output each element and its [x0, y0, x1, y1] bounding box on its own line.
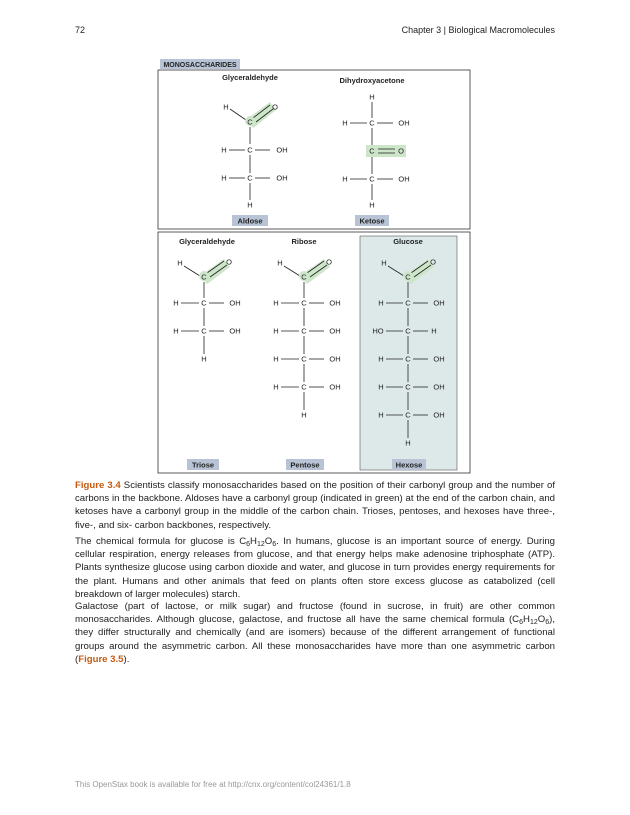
svg-text:H: H	[342, 174, 348, 184]
bottom-col3-title: Glucose	[393, 237, 423, 246]
glucose-formula-2: $C_6H_{12}O_6$	[512, 614, 550, 627]
svg-text:H: H	[201, 354, 207, 364]
svg-text:H: H	[369, 92, 375, 102]
svg-text:OH: OH	[398, 174, 410, 184]
svg-text:OH: OH	[329, 298, 341, 308]
svg-text:HO: HO	[372, 326, 384, 336]
svg-text:OH: OH	[329, 382, 341, 392]
page-footer[interactable]: This OpenStax book is available for free at http://cnx.org/content/col24361/1.8	[75, 780, 351, 789]
svg-text:C: C	[247, 145, 253, 155]
svg-text:C: C	[369, 146, 375, 156]
caption-text: Scientists classify monosaccharides based on the position of their carbonyl group and the number of carbons in the backbone. Aldoses have a carbonyl group (indicated in green) at the end of the carbon chain, and ketoses have a carbonyl group in the middle of the carbon chain. Trioses, pentoses, and hexoses have three-, five-, and six- carbon backbones, respectively.	[75, 480, 555, 531]
svg-text:H: H	[173, 326, 179, 336]
svg-text:H: H	[273, 326, 279, 336]
svg-text:H: H	[273, 298, 279, 308]
svg-text:O: O	[326, 257, 332, 267]
glyceraldehyde-structure-bottom	[173, 258, 240, 364]
svg-text:H: H	[247, 200, 253, 210]
top-right-title: Dihydroxyacetone	[339, 76, 405, 85]
figure-caption	[75, 479, 555, 532]
svg-text:H: H	[301, 410, 307, 420]
svg-text:C: C	[405, 382, 411, 392]
figure-heading: MONOSACCHARIDES	[163, 62, 237, 69]
svg-text:C: C	[405, 410, 411, 420]
svg-text:C: C	[405, 298, 411, 308]
svg-text:C: C	[405, 326, 411, 336]
bottom-col2-title: Ribose	[291, 237, 317, 246]
svg-text:C: C	[301, 298, 307, 308]
paragraph-isomers: Galactose (part of lactose, or milk sugar) and fructose (found in sucrose, in fruit) are other common monosaccharides. Although glucose, galactose, and fructose all have the same chemical formula $(C_6H_{12}O_6)$, they differ structurally and chemically (and are isomers) because of the different arrangement of functional groups around the asymmetric carbon. All these monosaccharides have more than one asymmetric carbon (Figure 3.5).	[75, 601, 555, 665]
svg-text:H: H	[369, 200, 375, 210]
svg-text:H: H	[378, 354, 384, 364]
svg-text:H: H	[405, 438, 411, 448]
svg-text:C: C	[405, 272, 411, 282]
dihydroxyacetone-structure	[342, 93, 409, 210]
svg-text:C: C	[301, 382, 307, 392]
glucose-formula: $C_6H_{12}O_6$	[239, 536, 277, 548]
ribose-structure	[273, 258, 340, 420]
glyceraldehyde-structure-top	[221, 102, 287, 210]
svg-text:C: C	[301, 326, 307, 336]
svg-text:C: C	[405, 354, 411, 364]
svg-text:C: C	[369, 174, 375, 184]
ketose-badge: Ketose	[359, 216, 385, 226]
svg-text:OH: OH	[433, 298, 445, 308]
svg-text:C: C	[201, 272, 207, 282]
svg-text:H: H	[273, 382, 279, 392]
svg-text:H: H	[431, 326, 437, 336]
atom-h: H	[223, 102, 229, 112]
svg-text:H: H	[342, 118, 348, 128]
svg-text:C: C	[247, 173, 253, 183]
svg-text:OH: OH	[398, 118, 410, 128]
atom-c: C	[247, 117, 253, 127]
svg-text:H: H	[378, 410, 384, 420]
svg-text:H: H	[221, 145, 227, 155]
svg-text:OH: OH	[229, 326, 241, 336]
svg-text:H: H	[173, 298, 179, 308]
svg-text:H: H	[221, 173, 227, 183]
svg-text:OH: OH	[276, 173, 288, 183]
svg-text:OH: OH	[276, 145, 288, 155]
svg-text:OH: OH	[229, 298, 241, 308]
svg-text:C: C	[301, 272, 307, 282]
pentose-badge: Pentose	[290, 460, 320, 470]
paragraph-glucose: The chemical formula for glucose is $C_6H_{12}O_6$. In humans, glucose is an important source of energy. During cellular respiration, energy releases from glucose, and that energy helps make adenosine triphosphate (ATP). Plants synthesize glucose using carbon dioxide and water, and glucose in turn provides energy requirements for the plant. Humans and other animals that feed on plants often store excess glucose as catabolized (cell breakdown of larger molecules) starch.	[75, 536, 556, 600]
svg-text:OH: OH	[433, 354, 445, 364]
svg-text:H: H	[381, 258, 387, 268]
svg-text:C: C	[301, 354, 307, 364]
svg-text:O: O	[430, 257, 436, 267]
bottom-col1-title: Glyceraldehyde	[179, 237, 235, 246]
triose-badge: Triose	[191, 460, 215, 470]
svg-text:C: C	[201, 326, 207, 336]
svg-text:C: C	[369, 118, 375, 128]
svg-text:OH: OH	[329, 354, 341, 364]
svg-text:O: O	[226, 257, 232, 267]
svg-text:OH: OH	[329, 326, 341, 336]
hexose-badge: Hexose	[395, 460, 423, 470]
svg-text:O: O	[398, 146, 404, 156]
chapter-title: Chapter 3 | Biological Macromolecules	[401, 25, 555, 35]
svg-text:OH: OH	[433, 382, 445, 392]
figure-3-5-link[interactable]: Figure 3.5	[78, 653, 124, 665]
atom-o: O	[272, 102, 278, 112]
top-left-title: Glyceraldehyde	[222, 73, 278, 82]
aldose-badge: Aldose	[237, 216, 263, 226]
svg-text:H: H	[177, 258, 183, 268]
svg-text:C: C	[201, 298, 207, 308]
svg-text:H: H	[378, 382, 384, 392]
svg-text:H: H	[277, 258, 283, 268]
top-panel	[158, 70, 470, 229]
figure-label: Figure 3.4	[75, 480, 121, 491]
svg-text:H: H	[273, 354, 279, 364]
svg-text:OH: OH	[433, 410, 445, 420]
page-number: 72	[75, 25, 86, 35]
svg-text:H: H	[378, 298, 384, 308]
